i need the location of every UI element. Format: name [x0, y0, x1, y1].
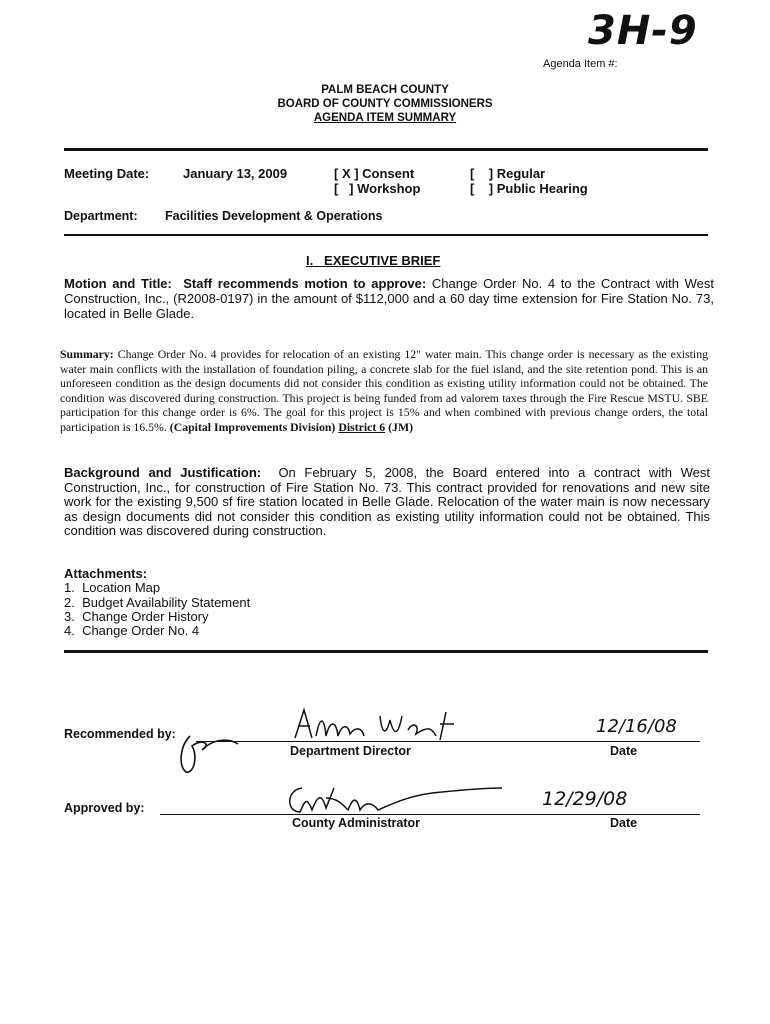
summary-paragraph	[60, 347, 708, 435]
consent-checkbox: [ X ] Consent	[334, 166, 415, 181]
approved-date-label: Date	[610, 816, 638, 830]
workshop-checkbox: [ ] Workshop	[334, 181, 421, 196]
meeting-date-value: January 13, 2009	[183, 166, 288, 181]
recommended-by-label: Recommended by:	[64, 727, 176, 741]
motion-paragraph	[64, 276, 714, 321]
executive-brief-title: I. EXECUTIVE BRIEF	[306, 253, 441, 268]
administrator-signature	[282, 780, 512, 820]
director-signature	[290, 706, 460, 746]
summary-initials: (JM)	[388, 419, 414, 434]
attachments-label: Attachments:	[64, 566, 148, 581]
top-divider	[64, 148, 708, 151]
background-label: Background and Justification:	[64, 465, 262, 480]
recommended-date-label: Date	[610, 744, 638, 758]
summary-text: Change Order No. 4 provides for relocation of an existing 12" water main. This change order is necessary as the existing water main conflicts with the installation of foundation piling, a concrete slab for the fuel island, and the site retention pond. This is an unforeseen condition as the design documents did not consider this condition as existing utility information could not be obtained. The condition was discovered during construction. This project is being funded from ad valorem taxes through the Fire Rescue MSTU. SBE participation for this change order is 6%. The goal for this project is 15% and when combined with previous change orders, the total participation is 16.5%.	[60, 347, 709, 434]
motion-label: Motion and Title:	[64, 276, 172, 291]
motion-lead: Staff recommends motion to approve:	[183, 276, 427, 291]
attachment-item: 2. Budget Availability Statement	[64, 595, 251, 610]
summary-title: AGENDA ITEM SUMMARY	[313, 112, 457, 124]
summary-division: (Capital Improvements Division)	[169, 419, 336, 434]
handwritten-item-number: 3H-9	[588, 8, 698, 54]
public-hearing-checkbox: [ ] Public Hearing	[470, 181, 588, 196]
department-value: Facilities Development & Operations	[165, 209, 383, 223]
motion-text: Change Order No. 4 to the Contract with West Construction, Inc., (R2008-0197) in the amount of $112,000 and a 60 day time extension for Fire Station No. 73, located in Belle Glade.	[64, 276, 714, 321]
attachment-item: 4. Change Order No. 4	[64, 623, 200, 638]
attachment-item: 3. Change Order History	[64, 609, 209, 624]
background-paragraph	[64, 466, 710, 539]
section-divider	[64, 234, 708, 236]
initials-signature	[172, 716, 252, 776]
summary-district: District 6	[338, 419, 386, 434]
agenda-item-label: Agenda Item #:	[543, 58, 618, 70]
bottom-divider	[64, 650, 708, 653]
attachment-item: 1. Location Map	[64, 580, 161, 595]
summary-label: Summary:	[60, 347, 114, 361]
department-director-title: Department Director	[290, 744, 411, 758]
background-text: On February 5, 2008, the Board entered into a contract with West Construction, Inc., for construction of Fire Station No. 73. This contract provided for renovations and new site work for the existing 9,500 sf fire station located in Belle Glade. Relocation of the water main is now necessary as design documents did not consider this condition as existing utility information could not be obtained. This condition was discovered during construction.	[64, 465, 711, 539]
meeting-date-label: Meeting Date:	[64, 166, 150, 181]
recommended-date-handwritten: 12/16/08	[596, 716, 677, 737]
approved-date-handwritten: 12/29/08	[542, 788, 628, 810]
department-label: Department:	[64, 209, 138, 223]
regular-checkbox: [ ] Regular	[470, 166, 546, 181]
county-administrator-title: County Administrator	[292, 816, 421, 830]
county-name: PALM BEACH COUNTY	[321, 84, 449, 96]
approved-by-label: Approved by:	[64, 801, 145, 815]
board-name: BOARD OF COUNTY COMMISSIONERS	[277, 98, 493, 110]
